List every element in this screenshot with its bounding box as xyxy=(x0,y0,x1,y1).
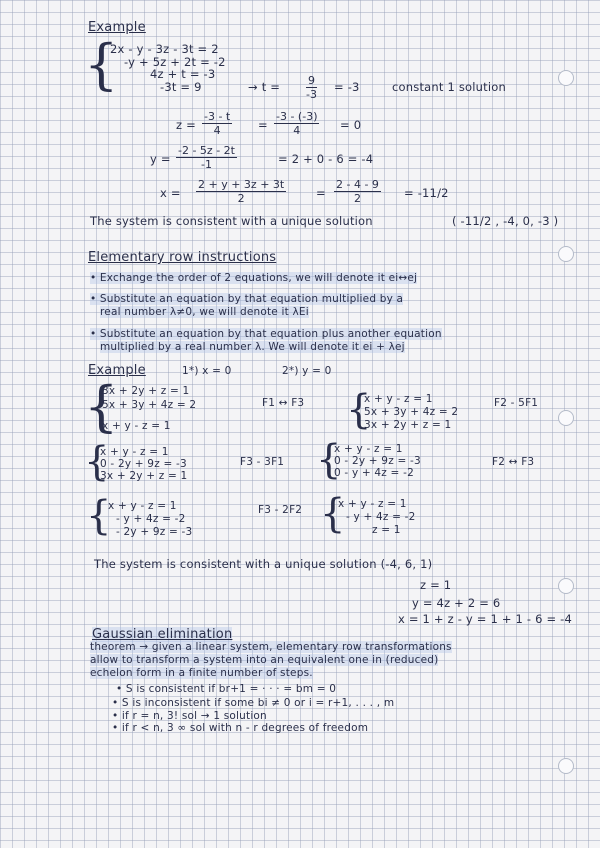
fraction xyxy=(304,74,319,101)
numerator: -3 - t xyxy=(204,110,231,123)
equation: - 2y + 9z = -3 xyxy=(116,526,193,538)
equation: 0 - y + 4z = -2 xyxy=(334,467,414,479)
system-brace: { xyxy=(316,437,342,483)
binder-hole xyxy=(558,758,574,774)
z-lhs: z = xyxy=(176,118,196,132)
denominator: -1 xyxy=(201,158,212,171)
example-heading: Example xyxy=(88,363,146,378)
binder-hole xyxy=(558,410,574,426)
fraction xyxy=(274,110,319,137)
equation: 0 - 2y + 9z = -3 xyxy=(334,455,421,467)
condition: • S is inconsistent if some bi ≠ 0 or i = r+1, . . . , m xyxy=(112,697,395,709)
equation: 2x - y - 3z - 3t = 2 xyxy=(110,42,219,56)
y-lhs: y = xyxy=(150,152,171,166)
conclusion: The system is consistent with a unique solution xyxy=(90,214,373,228)
equation: 5x + 3y + 4z = 2 xyxy=(102,399,197,411)
back-substitution: y = 4z + 2 = 6 xyxy=(412,596,501,610)
fraction xyxy=(176,144,237,171)
row-operation: F3 - 2F2 xyxy=(258,504,303,516)
equation: - y + 4z = -2 xyxy=(116,513,186,525)
equation: x + y - z = 1 xyxy=(100,446,169,458)
equation: 4z + t = -3 xyxy=(150,67,216,81)
equation: -y + 5z + 2t = -2 xyxy=(124,55,226,69)
row-operation: F3 - 3F1 xyxy=(240,456,285,468)
equation: z = 1 xyxy=(372,524,401,536)
x-lhs: x = xyxy=(160,186,181,200)
denominator: 4 xyxy=(293,124,301,137)
equation: 3x + 2y + z = 1 xyxy=(102,385,190,397)
fraction xyxy=(196,178,286,205)
annotation: constant 1 solution xyxy=(392,80,506,94)
note: 1*) x = 0 xyxy=(182,365,232,377)
system-brace: { xyxy=(84,439,110,485)
system-brace: { xyxy=(84,33,119,96)
result: = -11/2 xyxy=(404,186,449,200)
bullet-continued: real number λ≠0, we will denote it λEi xyxy=(100,306,309,318)
equals: = xyxy=(316,186,326,200)
equation: x + y - z = 1 xyxy=(334,443,403,455)
solution-tuple: ( -11/2 , -4, 0, -3 ) xyxy=(452,214,559,228)
example-heading: Example xyxy=(88,20,146,35)
denominator: 2 xyxy=(353,192,361,205)
back-substitution: z = 1 xyxy=(420,578,452,592)
theorem-line: echelon form in a finite number of steps. xyxy=(90,667,313,679)
equation: - y + 4z = -2 xyxy=(346,511,416,523)
condition: • if r = n, 3! sol → 1 solution xyxy=(112,710,267,722)
result: = 2 + 0 - 6 = -4 xyxy=(278,152,374,166)
back-substitution: x = 1 + z - y = 1 + 1 - 6 = -4 xyxy=(398,612,573,626)
equation: 3x + 2y + z = 1 xyxy=(100,470,188,482)
condition: • if r < n, 3 ∞ sol with n - r degrees of freedom xyxy=(112,722,369,734)
binder-hole xyxy=(558,578,574,594)
section-heading: Elementary row instructions xyxy=(88,250,277,265)
bullet-continued: multiplied by a real number λ. We will denote it ei + λej xyxy=(100,341,405,353)
equation: x + y - z = 1 xyxy=(102,420,171,432)
denominator: 4 xyxy=(213,124,221,137)
row-operation: F2 - 5F1 xyxy=(494,397,539,409)
numerator: -2 - 5z - 2t xyxy=(178,144,235,157)
section-heading: Gaussian elimination xyxy=(92,627,233,642)
row-operation: F1 ↔ F3 xyxy=(262,397,305,409)
system-brace: { xyxy=(84,375,119,438)
fraction xyxy=(334,178,381,205)
equation: -3t = 9 xyxy=(160,80,202,94)
bullet: • Exchange the order of 2 equations, we will denote it ei↔ej xyxy=(90,272,418,284)
note: 2*) y = 0 xyxy=(282,365,332,377)
equation: x + y - z = 1 xyxy=(338,498,407,510)
numerator: 2 + y + 3z + 3t xyxy=(198,178,285,191)
result: = -3 xyxy=(334,80,360,94)
theorem-line: allow to transform a system into an equivalent one in (reduced) xyxy=(90,654,439,666)
binder-hole xyxy=(558,246,574,262)
equals: = xyxy=(258,118,268,132)
result: = 0 xyxy=(340,118,362,132)
bullet: • Substitute an equation by that equation plus another equation xyxy=(90,328,442,340)
conclusion: The system is consistent with a unique solution (-4, 6, 1) xyxy=(94,557,433,571)
equation: 0 - 2y + 9z = -3 xyxy=(100,458,187,470)
fraction xyxy=(202,110,232,137)
equation: 5x + 3y + 4z = 2 xyxy=(364,406,459,418)
numerator: 2 - 4 - 9 xyxy=(336,178,379,191)
binder-hole xyxy=(558,70,574,86)
condition: • S is consistent if br+1 = · · · = bm = 0 xyxy=(116,683,337,695)
equation: x + y - z = 1 xyxy=(108,500,177,512)
equation: x + y - z = 1 xyxy=(364,393,433,405)
system-brace: { xyxy=(320,491,346,537)
system-brace: { xyxy=(86,493,112,539)
denominator: -3 xyxy=(306,88,317,101)
row-operation: F2 ↔ F3 xyxy=(492,456,535,468)
equation: 3x + 2y + z = 1 xyxy=(364,419,452,431)
numerator: 9 xyxy=(307,74,315,87)
denominator: 2 xyxy=(237,192,245,205)
system-brace: { xyxy=(346,387,372,433)
arrow-text: → t = xyxy=(248,80,281,94)
bullet: • Substitute an equation by that equation multiplied by a xyxy=(90,293,404,305)
theorem-line: theorem → given a linear system, elementary row transformations xyxy=(90,641,452,653)
numerator: -3 - (-3) xyxy=(276,110,318,123)
